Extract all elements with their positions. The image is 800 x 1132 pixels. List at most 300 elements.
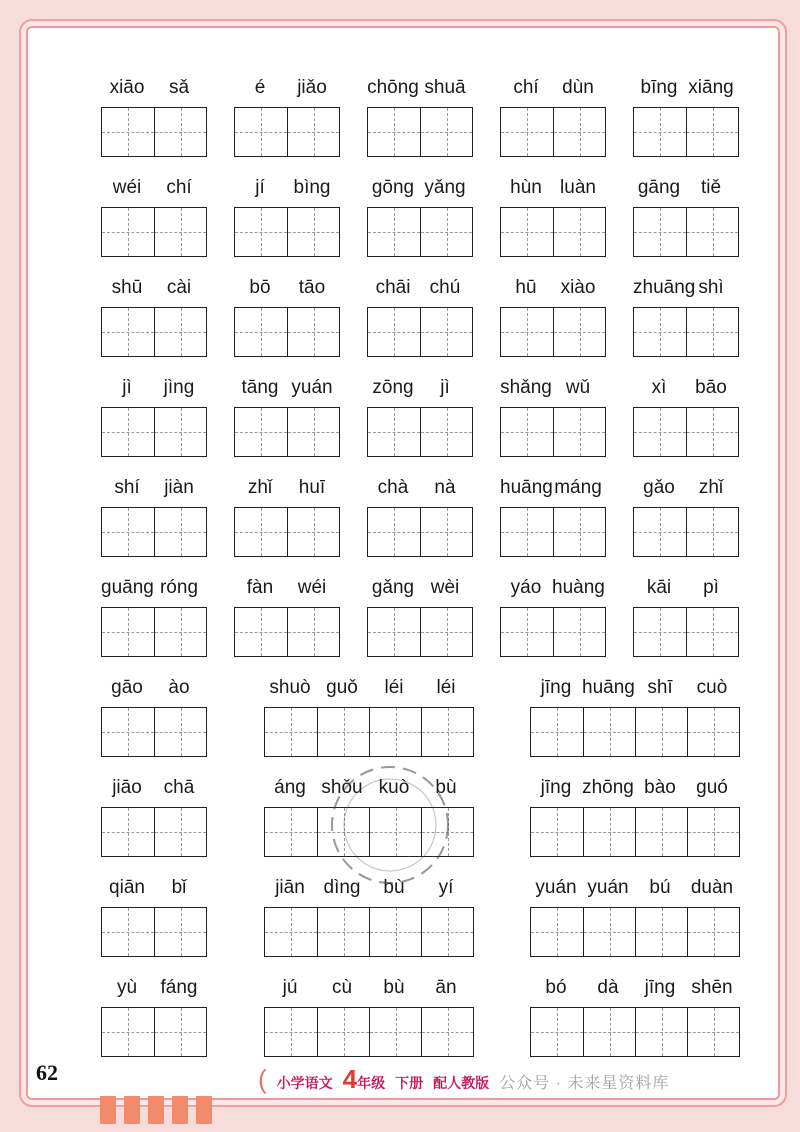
footer-volume: 下册 [395,1075,424,1091]
tianzige-box[interactable] [686,108,738,156]
word-cell [264,875,474,959]
tianzige-box[interactable] [368,308,420,356]
pinyin-syllable: cài [166,277,192,298]
tianzige-box[interactable] [154,808,206,856]
pinyin-line [633,75,739,101]
writing-boxes [500,207,606,257]
tianzige-box[interactable] [531,908,583,956]
writing-boxes [264,907,474,957]
pinyin-syllable: chú [429,277,461,298]
writing-boxes [530,907,740,957]
tianzige-box[interactable] [420,108,472,156]
word-cell [633,275,739,359]
tianzige-box[interactable] [287,408,339,456]
pinyin-line [234,175,340,201]
tianzige-box[interactable] [420,208,472,256]
tianzige-box[interactable] [102,408,154,456]
pinyin-syllable: kāi [646,577,672,598]
writing-boxes [367,307,473,357]
pinyin-line [633,475,739,501]
pinyin-syllable: huī [298,477,326,498]
tianzige-box[interactable] [583,1008,635,1056]
pinyin-syllable: jiàn [164,477,194,498]
pinyin-syllable: fáng [160,977,198,998]
word-cell [101,975,207,1059]
pinyin-line [101,775,207,801]
writing-boxes [234,207,340,257]
pinyin-syllable: tiě [700,177,722,198]
word-cell [234,175,340,259]
pinyin-syllable: guǒ [326,677,358,698]
pinyin-syllable: kuò [378,777,410,798]
tianzige-box[interactable] [368,508,420,556]
pinyin-line [530,975,740,1001]
tianzige-box[interactable] [531,708,583,756]
pinyin-line [367,475,473,501]
writing-boxes [530,707,740,757]
pinyin-syllable: chōng [367,77,419,98]
pinyin-line [234,75,340,101]
pinyin-syllable: hū [515,277,537,298]
word-cell [367,175,473,259]
tianzige-box[interactable] [235,408,287,456]
footer-grade-suffix: 年级 [357,1075,386,1091]
writing-boxes [530,807,740,857]
pinyin-syllable: zhōng [582,777,634,798]
tianzige-box[interactable] [154,408,206,456]
tianzige-box[interactable] [686,508,738,556]
pinyin-syllable: shuā [424,77,466,98]
writing-boxes [633,107,739,157]
writing-boxes [367,407,473,457]
pinyin-syllable: chā [163,777,195,798]
pinyin-syllable: xiāng [688,77,734,98]
pinyin-line [264,675,474,701]
pinyin-syllable: bú [649,877,671,898]
pinyin-line [530,775,740,801]
tianzige-box[interactable] [154,208,206,256]
pinyin-syllable: hùn [510,177,542,198]
tianzige-box[interactable] [102,208,154,256]
tianzige-box[interactable] [369,1008,421,1056]
word-cell [367,375,473,459]
tianzige-box[interactable] [287,308,339,356]
word-cell [234,275,340,359]
tianzige-box[interactable] [102,1008,154,1056]
tianzige-box[interactable] [154,1008,206,1056]
pinyin-syllable: shū [111,277,143,298]
tianzige-box[interactable] [317,808,369,856]
pinyin-line [234,275,340,301]
tianzige-box[interactable] [102,908,154,956]
word-cell [234,375,340,459]
tianzige-box[interactable] [686,308,738,356]
decor-bar [148,1096,164,1124]
pinyin-syllable: xiào [560,277,596,298]
pinyin-syllable: jīng [540,677,572,698]
tianzige-box[interactable] [420,408,472,456]
word-cell [633,375,739,459]
pinyin-syllable: dùn [562,77,594,98]
word-cell [367,275,473,359]
pinyin-line [500,475,606,501]
pinyin-syllable: wǔ [565,377,591,398]
tianzige-box[interactable] [317,708,369,756]
tianzige-box[interactable] [553,208,605,256]
pinyin-syllable: ān [435,977,457,998]
tianzige-box[interactable] [687,1008,739,1056]
tianzige-box[interactable] [317,908,369,956]
pinyin-line [500,275,606,301]
pinyin-line [367,75,473,101]
tianzige-box[interactable] [368,608,420,656]
writing-boxes [633,607,739,657]
pinyin-syllable: xiāo [109,77,145,98]
writing-boxes [633,507,739,557]
tianzige-box[interactable] [634,508,686,556]
tianzige-box[interactable] [265,808,317,856]
writing-boxes [500,607,606,657]
tianzige-box[interactable] [154,508,206,556]
footer-edition: 配人教版 [433,1075,490,1091]
writing-boxes [367,507,473,557]
writing-boxes [234,307,340,357]
pinyin-syllable: yuán [291,377,333,398]
word-cell [530,975,740,1059]
decor-bar [124,1096,140,1124]
pinyin-line [234,575,340,601]
pinyin-syllable: dà [597,977,619,998]
writing-boxes [101,307,207,357]
word-cell [530,875,740,959]
pinyin-line [101,575,207,601]
word-cell [530,775,740,859]
tianzige-box[interactable] [102,508,154,556]
pinyin-syllable: jú [282,977,298,998]
pinyin-syllable: dìng [323,877,361,898]
pinyin-line [264,875,474,901]
tianzige-box[interactable] [369,808,421,856]
tianzige-box[interactable] [102,808,154,856]
decor-bar [172,1096,188,1124]
pinyin-syllable: bù [435,777,457,798]
tianzige-box[interactable] [421,708,473,756]
pinyin-line [500,75,606,101]
writing-boxes [264,1007,474,1057]
word-cell [101,175,207,259]
writing-boxes [234,407,340,457]
tianzige-box[interactable] [287,608,339,656]
writing-boxes [101,707,207,757]
writing-boxes [633,207,739,257]
footer-book-info [258,1064,669,1095]
decor-bar [196,1096,212,1124]
pinyin-syllable: guāng [101,577,154,598]
tianzige-box[interactable] [531,1008,583,1056]
tianzige-box[interactable] [102,308,154,356]
tianzige-box[interactable] [420,308,472,356]
pinyin-line [367,275,473,301]
pinyin-syllable: sǎ [168,77,190,98]
writing-boxes [500,507,606,557]
pinyin-syllable: chí [166,177,192,198]
tianzige-box[interactable] [635,908,687,956]
pinyin-syllable: cù [331,977,353,998]
tianzige-box[interactable] [265,1008,317,1056]
pinyin-syllable: shēn [691,977,733,998]
tianzige-box[interactable] [154,708,206,756]
pinyin-syllable: huàng [552,577,605,598]
pinyin-line [101,975,207,1001]
pinyin-syllable: gāng [637,177,681,198]
writing-boxes [633,407,739,457]
word-cell [101,275,207,359]
pinyin-line [101,675,207,701]
pinyin-syllable: chāi [375,277,411,298]
tianzige-box[interactable] [553,608,605,656]
pinyin-line [101,75,207,101]
word-cell [500,175,606,259]
tianzige-box[interactable] [687,908,739,956]
tianzige-box[interactable] [421,908,473,956]
pinyin-syllable: shì [698,277,724,298]
writing-boxes [101,407,207,457]
word-cell [264,775,474,859]
page-number: 62 [36,1060,58,1085]
writing-boxes [101,607,207,657]
pinyin-syllable: zōng [372,377,414,398]
tianzige-box[interactable] [287,108,339,156]
pinyin-syllable: huāng [500,477,553,498]
tianzige-box[interactable] [553,508,605,556]
pinyin-syllable: duàn [690,877,734,898]
word-cell [101,575,207,659]
pinyin-syllable: yǎng [424,177,466,198]
word-cell [101,675,207,759]
pinyin-syllable: yuán [587,877,629,898]
pinyin-line [633,575,739,601]
pinyin-line [264,975,474,1001]
tianzige-box[interactable] [102,608,154,656]
pinyin-line [530,875,740,901]
tianzige-box[interactable] [635,708,687,756]
pinyin-syllable: bào [644,777,676,798]
word-cell [234,575,340,659]
pinyin-syllable: wéi [297,577,327,598]
tianzige-box[interactable] [235,508,287,556]
pinyin-syllable: shuò [269,677,311,698]
tianzige-box[interactable] [686,608,738,656]
tianzige-box[interactable] [154,108,206,156]
tianzige-box[interactable] [265,708,317,756]
footer-subject: 小学语文 [276,1075,333,1091]
tianzige-box[interactable] [235,108,287,156]
pinyin-line [101,175,207,201]
pinyin-syllable: zhǐ [247,477,273,498]
pinyin-line [500,375,606,401]
pinyin-line [633,275,739,301]
pinyin-syllable: léi [384,677,404,698]
tianzige-box[interactable] [531,808,583,856]
tianzige-box[interactable] [368,208,420,256]
writing-boxes [264,807,474,857]
tianzige-box[interactable] [102,108,154,156]
pinyin-syllable: bāo [695,377,727,398]
pinyin-syllable: shǒu [321,777,363,798]
tianzige-box[interactable] [421,1008,473,1056]
pinyin-syllable: gǎo [643,477,675,498]
pinyin-syllable: jīng [644,977,676,998]
footer-grade-number: 4 [342,1064,358,1094]
pinyin-syllable: wèi [430,577,460,598]
tianzige-box[interactable] [154,308,206,356]
tianzige-box[interactable] [287,208,339,256]
pinyin-syllable: áng [274,777,306,798]
tianzige-box[interactable] [634,408,686,456]
pinyin-syllable: jiǎo [297,77,327,98]
tianzige-box[interactable] [635,808,687,856]
tianzige-box[interactable] [368,108,420,156]
tianzige-box[interactable] [369,708,421,756]
word-cell [633,175,739,259]
tianzige-box[interactable] [287,508,339,556]
tianzige-box[interactable] [317,1008,369,1056]
tianzige-box[interactable] [421,808,473,856]
pinyin-line [101,275,207,301]
tianzige-box[interactable] [634,308,686,356]
word-cell [234,75,340,159]
tianzige-box[interactable] [687,708,739,756]
pinyin-syllable: jīng [540,777,572,798]
tianzige-box[interactable] [583,708,635,756]
pinyin-line [101,475,207,501]
pinyin-syllable: jìng [163,377,195,398]
pinyin-syllable: bó [545,977,567,998]
writing-boxes [101,907,207,957]
word-cell [500,275,606,359]
tianzige-box[interactable] [553,408,605,456]
tianzige-box[interactable] [687,808,739,856]
writing-boxes [234,507,340,557]
tianzige-box[interactable] [501,308,553,356]
pinyin-line [264,775,474,801]
tianzige-box[interactable] [583,808,635,856]
decor-bar [100,1096,116,1124]
pinyin-syllable: bǐ [171,877,187,898]
tianzige-box[interactable] [501,508,553,556]
word-cell [101,775,207,859]
tianzige-box[interactable] [154,908,206,956]
pinyin-syllable: é [254,77,266,98]
tianzige-box[interactable] [553,308,605,356]
writing-boxes [101,207,207,257]
pinyin-syllable: jì [440,377,450,398]
tianzige-box[interactable] [368,408,420,456]
pinyin-syllable: zhǐ [698,477,724,498]
tianzige-box[interactable] [154,608,206,656]
pinyin-syllable: shǎng [500,377,552,398]
pinyin-syllable: wéi [112,177,142,198]
writing-boxes [633,307,739,357]
tianzige-box[interactable] [634,208,686,256]
word-cell [234,475,340,559]
tianzige-box[interactable] [420,508,472,556]
pinyin-syllable: bù [383,877,405,898]
tianzige-box[interactable] [369,908,421,956]
writing-boxes [234,607,340,657]
pinyin-syllable: bìng [293,177,331,198]
word-cell [264,675,474,759]
word-cell [500,75,606,159]
tianzige-box[interactable] [235,208,287,256]
pinyin-syllable: chà [377,477,409,498]
tianzige-box[interactable] [265,908,317,956]
pinyin-syllable: guó [696,777,728,798]
tianzige-box[interactable] [420,608,472,656]
pinyin-line [101,375,207,401]
pinyin-line [633,175,739,201]
tianzige-box[interactable] [553,108,605,156]
tianzige-box[interactable] [634,108,686,156]
tianzige-box[interactable] [235,608,287,656]
pinyin-line [367,575,473,601]
writing-boxes [500,307,606,357]
writing-boxes [101,807,207,857]
tianzige-box[interactable] [686,208,738,256]
tianzige-box[interactable] [686,408,738,456]
pinyin-line [633,375,739,401]
tianzige-box[interactable] [634,608,686,656]
tianzige-box[interactable] [501,408,553,456]
pinyin-syllable: ào [168,677,190,698]
pinyin-line [367,175,473,201]
word-cell [101,75,207,159]
pinyin-line [234,375,340,401]
tianzige-box[interactable] [583,908,635,956]
word-cell [367,475,473,559]
pinyin-syllable: fàn [246,577,274,598]
word-cell [633,475,739,559]
pinyin-syllable: shī [647,677,673,698]
word-cell [633,575,739,659]
tianzige-box[interactable] [501,108,553,156]
writing-boxes [101,107,207,157]
tianzige-box[interactable] [102,708,154,756]
tianzige-box[interactable] [635,1008,687,1056]
footer-paren: ( [258,1064,267,1094]
tianzige-box[interactable] [235,308,287,356]
word-cell [101,475,207,559]
word-cell [530,675,740,759]
word-cell [500,475,606,559]
writing-boxes [367,107,473,157]
footer-watermark: 公众号 · 未来星资料库 [499,1075,670,1092]
pinyin-syllable: huāng [582,677,635,698]
writing-boxes [500,107,606,157]
writing-boxes [367,207,473,257]
pinyin-syllable: gǎng [371,577,415,598]
pinyin-syllable: luàn [560,177,596,198]
word-cell [500,575,606,659]
writing-boxes [264,707,474,757]
writing-boxes [101,507,207,557]
tianzige-box[interactable] [501,608,553,656]
tianzige-box[interactable] [501,208,553,256]
footer-decoration [100,1096,212,1124]
word-cell [500,375,606,459]
pinyin-line [500,575,606,601]
pinyin-syllable: róng [159,577,199,598]
